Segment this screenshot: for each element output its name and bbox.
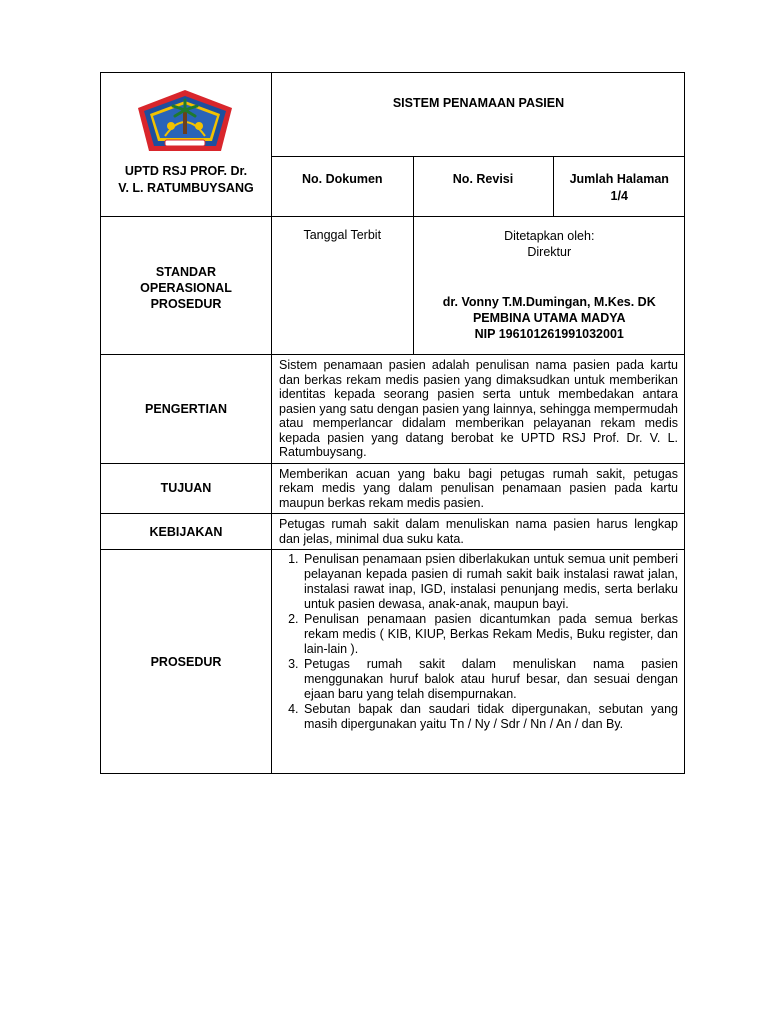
sop-row bbox=[101, 217, 685, 355]
title-cell bbox=[272, 73, 685, 217]
sop-document-table bbox=[100, 72, 685, 774]
prosedur-list bbox=[273, 552, 678, 732]
prosedur-cell bbox=[272, 550, 685, 774]
tujuan-text: Memberikan acuan yang baku bagi petugas rumah sakit, petugas rekam medis yang dalam penulisan penamaan pasien pada kartu maupun berkas rekam medis pasien. bbox=[272, 463, 685, 514]
tujuan-label: TUJUAN bbox=[101, 463, 272, 514]
sop-label-line2: OPERASIONAL bbox=[140, 280, 232, 295]
title-subtable bbox=[272, 73, 685, 216]
signer-nip: NIP 196101261991032001 bbox=[474, 327, 624, 341]
pengertian-label: PENGERTIAN bbox=[101, 355, 272, 464]
approval-cell bbox=[413, 217, 685, 354]
sop-label-cell bbox=[101, 217, 272, 355]
issue-date-label: Tanggal Terbit bbox=[272, 217, 413, 354]
prosedur-label: PROSEDUR bbox=[101, 550, 272, 774]
pengertian-text: Sistem penamaan pasien adalah penulisan nama pasien pada kartu dan berkas rekam medis pasien yang dimaksudkan untuk memberikan identitas kepada seorang pasien serta untuk membedakan antara pasien yang satu dengan pasien yang lainnya, sehingga mempermudah atau memperlancar didalam memberikan pelayanan rekam medis kepada pasien yang datang berobat ke UPTD RSJ Prof. Dr. V. L. Ratumbuysang. bbox=[272, 355, 685, 464]
document-title: SISTEM PENAMAAN PASIEN bbox=[272, 73, 685, 156]
revision-number-label: No. Revisi bbox=[413, 156, 553, 216]
signature-block bbox=[414, 294, 686, 342]
org-name-line2: V. L. RATUMBUYSANG bbox=[118, 181, 254, 195]
kebijakan-label: KEBIJAKAN bbox=[101, 514, 272, 550]
prosedur-item: 4. Sebutan bapak dan saudari tidak dipergunakan, sebutan yang masih dipergunakan yaitu Tn / Ny / Sdr / Nn / An / dan By. bbox=[302, 702, 678, 732]
sop-label-line1: STANDAR bbox=[155, 264, 217, 279]
provincial-emblem-icon bbox=[135, 88, 235, 154]
prosedur-row bbox=[101, 550, 685, 774]
signer-rank: PEMBINA UTAMA MADYA bbox=[472, 311, 626, 325]
prosedur-item: 2. Penulisan penamaan pasien dicantumkan pada semua berkas rekam medis ( KIB, KIUP, Berkas Rekam Medis, Buku register, dan lain-lain ). bbox=[302, 612, 678, 657]
page-count-label: Jumlah Halaman bbox=[569, 171, 669, 186]
tujuan-row bbox=[101, 463, 685, 514]
org-name-line1: UPTD RSJ PROF. Dr. bbox=[124, 164, 248, 178]
signer-name: dr. Vonny T.M.Dumingan, M.Kes. DK bbox=[442, 295, 656, 309]
doc-number-label: No. Dokumen bbox=[272, 156, 413, 216]
sop-subtable bbox=[272, 217, 685, 354]
sop-label-line3: PROSEDUR bbox=[150, 296, 222, 311]
sop-info-cell bbox=[272, 217, 685, 355]
header-row bbox=[101, 73, 685, 217]
prosedur-item: 1. Penulisan penamaan psien diberlakukan untuk semua unit pemberi pelayanan kepada pasien di rumah sakit baik instalasi rawat jalan, instalasi rawat inap, IGD, instalasi penunjang medis, serta berlaku untuk pasien dewasa, anak-anak, maupun bayi. bbox=[302, 552, 678, 612]
prosedur-item: 3. Petugas rumah sakit dalam menuliskan nama pasien menggunakan huruf balok atau huruf besar, dan sesuai dengan ejaan baru yang telah disempurnakan. bbox=[302, 657, 678, 702]
approved-by-label: Ditetapkan oleh: bbox=[504, 229, 595, 243]
org-cell bbox=[101, 73, 272, 217]
pengertian-row bbox=[101, 355, 685, 464]
org-name bbox=[101, 163, 271, 197]
logo-area bbox=[101, 73, 271, 153]
kebijakan-text: Petugas rumah sakit dalam menuliskan nama pasien harus lengkap dan jelas, minimal dua suku kata. bbox=[272, 514, 685, 550]
kebijakan-row bbox=[101, 514, 685, 550]
page-count-cell bbox=[553, 156, 685, 216]
approver-title: Direktur bbox=[527, 245, 572, 259]
page-count-value: 1/4 bbox=[610, 188, 628, 203]
